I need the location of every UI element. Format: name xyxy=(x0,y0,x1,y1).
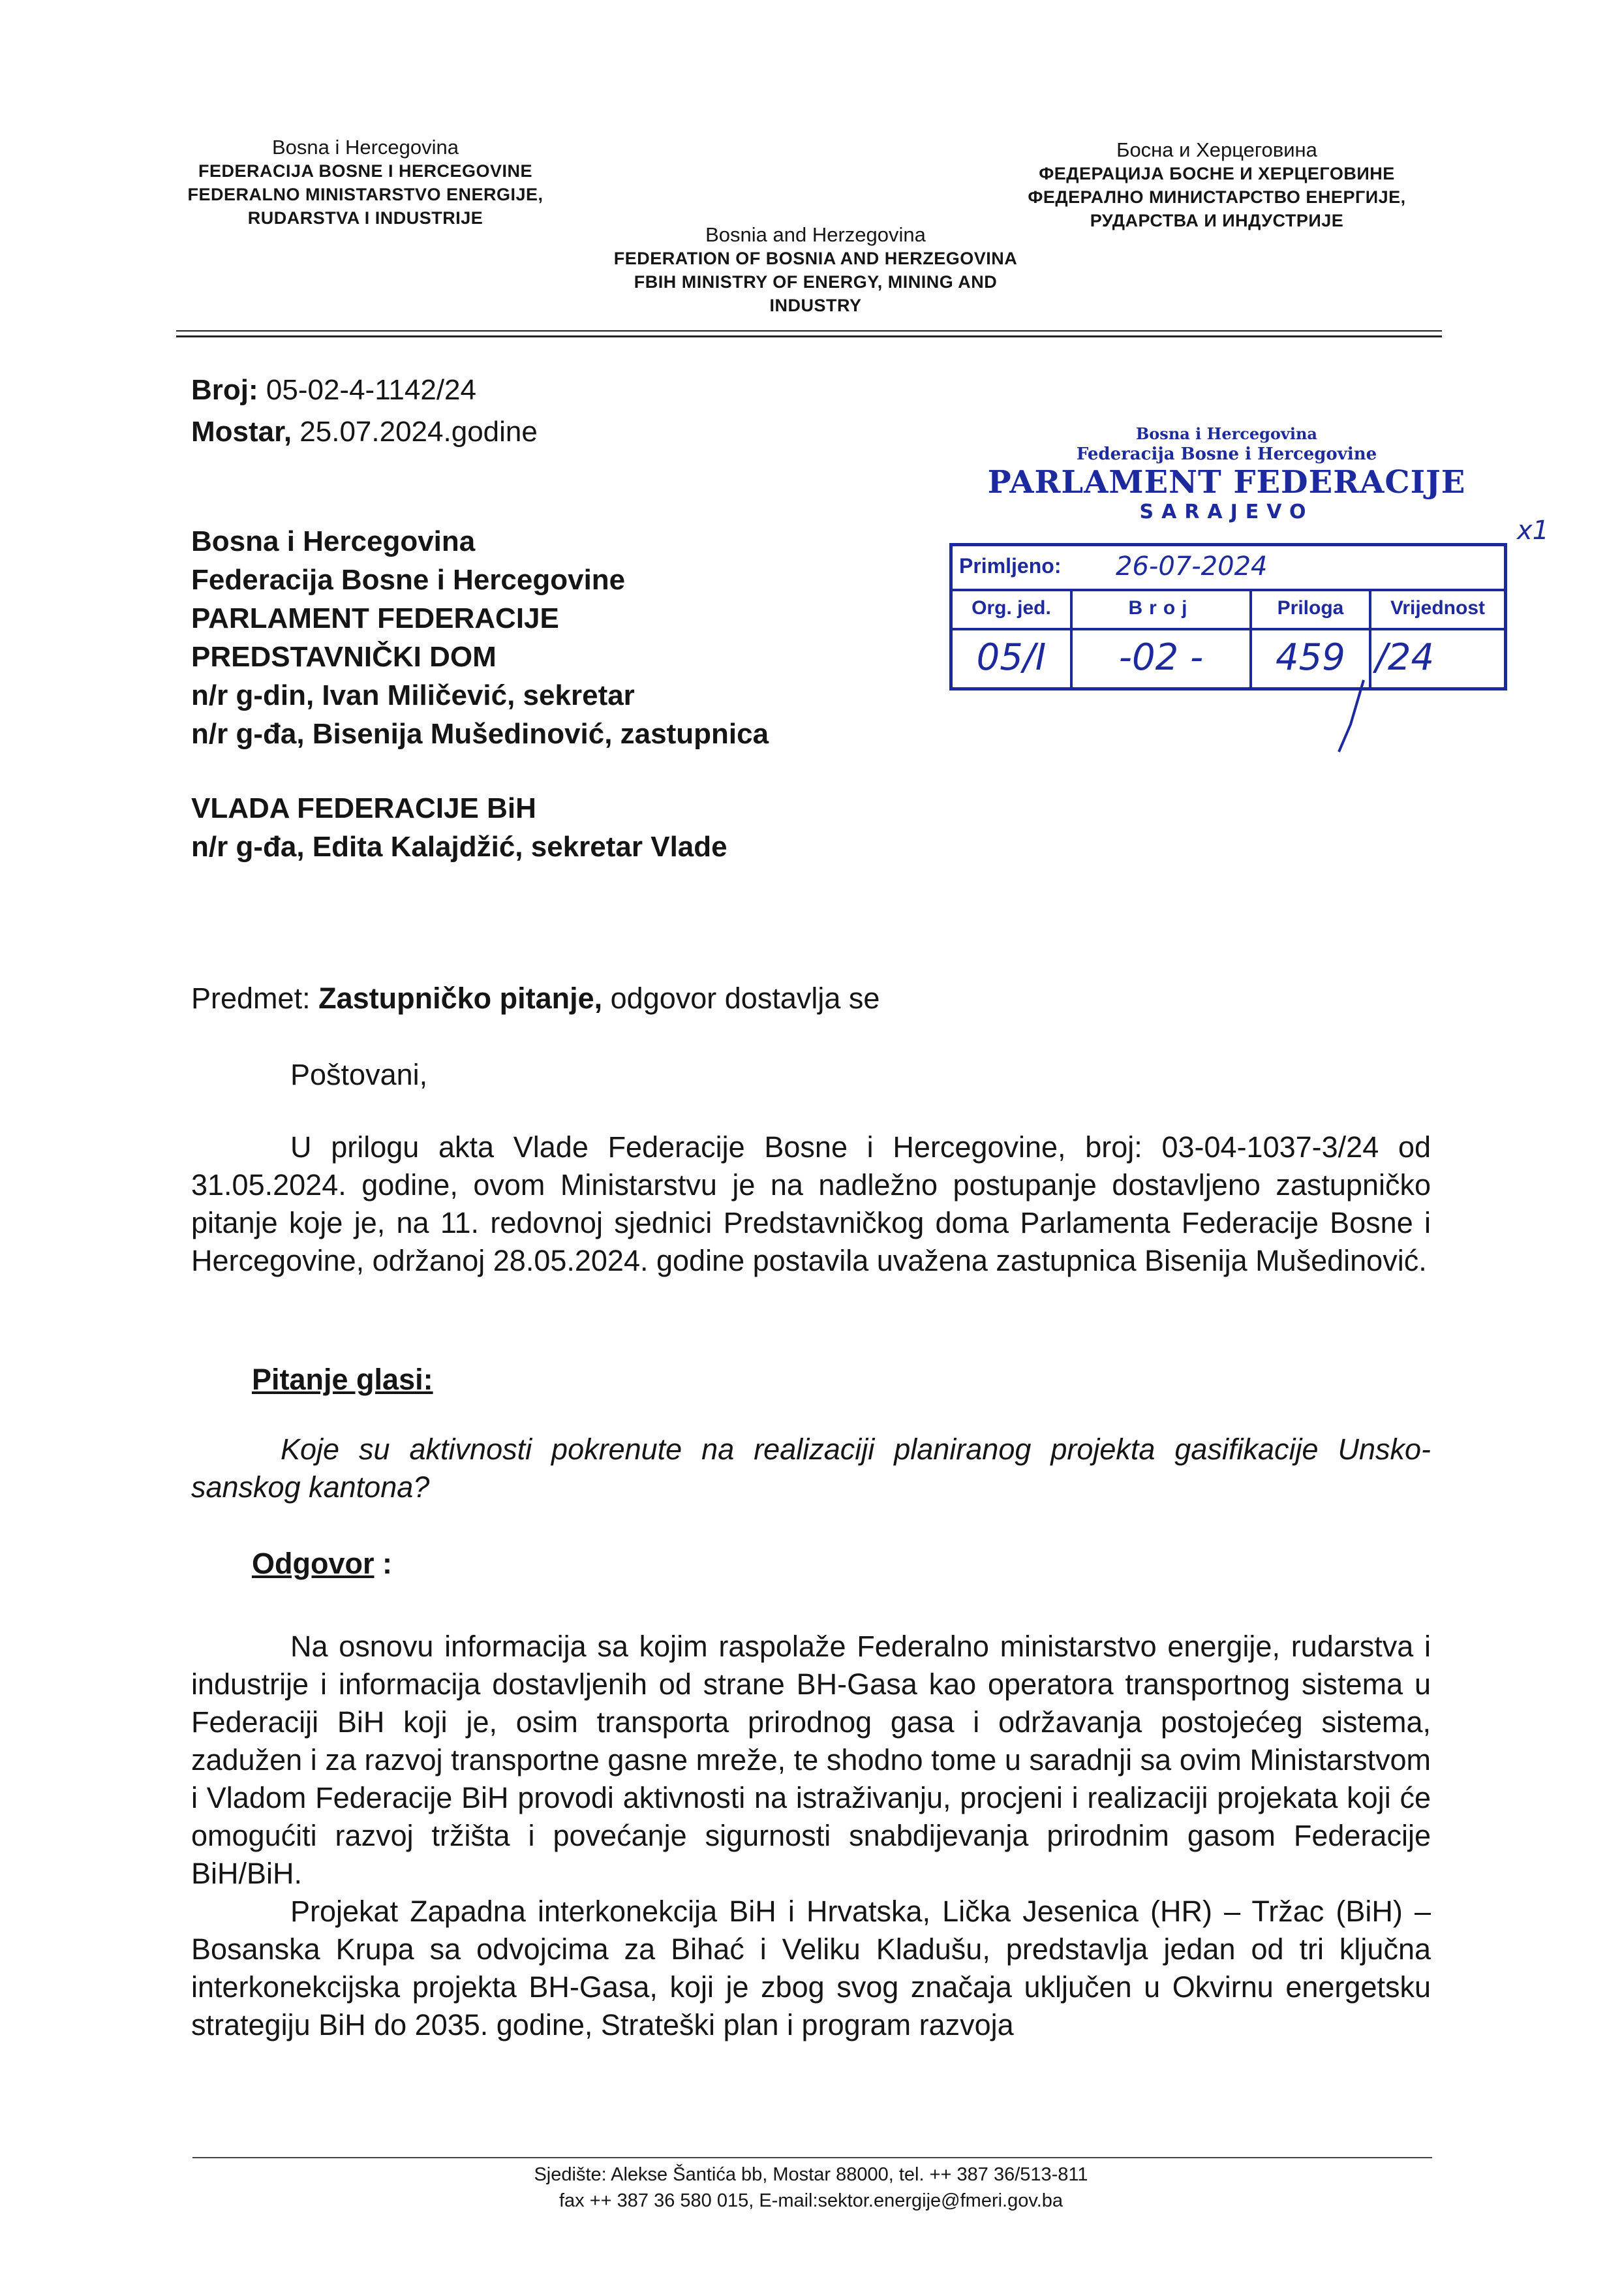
recipient-line: PARLAMENT FEDERACIJE xyxy=(191,602,559,634)
answer-heading xyxy=(252,1544,392,1583)
stamp-line4: SARAJEVO xyxy=(1139,501,1314,523)
greeting: Poštovani, xyxy=(290,1058,428,1091)
subject-label: Predmet: xyxy=(191,982,319,1015)
stamp-value-broj: -02 - xyxy=(1073,628,1252,687)
stamp-value-priloga: 459 xyxy=(1252,628,1371,687)
recipient-line: n/r g-đa, Bisenija Mušedinović, zastupnica xyxy=(191,718,769,750)
header-center-line4: INDUSTRY xyxy=(769,296,862,315)
stamp-col-priloga: Priloga xyxy=(1252,589,1371,628)
stamp-col-broj: Broj xyxy=(1073,589,1252,628)
header-center-line3: FBIH MINISTRY OF ENERGY, MINING AND xyxy=(634,272,998,292)
recipient-block-parliament xyxy=(191,522,769,753)
answer-heading-colon: : xyxy=(374,1547,392,1580)
stamp-value-vrijednost: /24 xyxy=(1375,636,1435,679)
reference-number: Broj: 05-02-4-1142/24 xyxy=(191,374,476,406)
answer-heading-label: Odgovor xyxy=(252,1547,375,1580)
stamp-line2: Federacija Bosne i Hercegovine xyxy=(1076,444,1377,464)
header-center-line2: FEDERATION OF BOSNIA AND HERZEGOVINA xyxy=(613,249,1018,268)
intro-paragraph-text: U prilogu akta Vlade Federacije Bosne i Hercegovine, broj: 03-04-1037-3/24 od 31.05.2024. godine, ovom Ministarstvu je na nadležno postupanje dostavljeno zastupničko pitanje koje je, na 11. redovnoj sjednici Predstavničkog doma Parlamenta Federacije Bosne i Hercegovine, održanoj 28.05.2024. godine postavila uvažena zastupnica Bisenija Mušedinović. xyxy=(191,1130,1431,1277)
recipient-line: VLADA FEDERACIJE BiH xyxy=(191,792,536,824)
recipient-line: Bosna i Hercegovina xyxy=(191,525,476,557)
stamp-values-row xyxy=(953,628,1504,687)
stamp-line1: Bosna i Hercegovina xyxy=(1136,424,1317,443)
stamp-col-vrijednost: Vrijednost xyxy=(1390,597,1486,619)
stamp-signature-stroke xyxy=(1324,679,1377,757)
header-right-line2: ФЕДЕРАЦИЈА БОСНЕ И ХЕРЦЕГОВИНЕ xyxy=(1039,164,1395,183)
received-stamp-box xyxy=(949,543,1507,690)
recipient-block-government xyxy=(191,789,727,866)
stamp-column-headers xyxy=(953,589,1504,630)
answer-paragraph-1: Na osnovu informacija sa kojim raspolaže Federalno ministarstvo energije, rudarstva i industrije i informacija dostavljenih od strane BH-Gasa kao operatora transportnog sistema u Federaciji BiH koji je, osim transporta prirodnog gasa i održavanja postojećeg sistema, zadužen i za razvoj transportne gasne mreže, te shodno tome u saradnji sa ovim Ministarstvom i Vladom Federacije BiH provodi aktivnosti na istraživanju, procjeni i realizaciji projekata koji će omogućiti razvoj tržišta i povećanje sigurnosti snabdijevanja prirodnim gasom Federacije BiH/BiH. xyxy=(191,1630,1431,1890)
stamp-side-mark: x1 xyxy=(1517,516,1550,546)
question-heading: Pitanje glasi: xyxy=(252,1363,433,1396)
header-center xyxy=(561,223,1070,317)
stamp-received-label: Primljeno: xyxy=(959,554,1062,578)
stamp-received-date: 26-07-2024 xyxy=(1116,551,1268,582)
header-right-line4: РУДАРСТВА И ИНДУСТРИЈЕ xyxy=(1090,211,1344,230)
received-stamp-header xyxy=(946,424,1507,525)
header-left xyxy=(176,136,555,230)
document-meta xyxy=(191,369,538,453)
header-left-line4: RUDARSTVA I INDUSTRIJE xyxy=(247,208,483,228)
recipient-line: n/r g-din, Ivan Miličević, sekretar xyxy=(191,679,635,711)
header-left-line2: FEDERACIJA BOSNE I HERCEGOVINE xyxy=(198,161,533,181)
header-rule xyxy=(176,330,1442,332)
footer xyxy=(0,2162,1622,2214)
answer-paragraph-2: Projekat Zapadna interkonekcija BiH i Hrvatska, Lička Jesenica (HR) – Tržac (BiH) – Bosanska Krupa sa odvojcima za Bihać i Veliku Kladušu, predstavlja jedan od tri ključna interkonekcijska projekta BH-Gasa, koji je zbog svog značaja uključen u Okvirnu energetsku strategiju BiH do 2035. godine, Strateški plan i program razvoja xyxy=(191,1895,1431,2041)
footer-address: Sjedište: Alekse Šantića bb, Mostar 88000, tel. ++ 387 36/513-811 xyxy=(534,2164,1088,2185)
header-center-line1: Bosnia and Herzegovina xyxy=(705,223,926,246)
header-rule-thick xyxy=(176,335,1442,337)
stamp-received-row xyxy=(953,546,1504,591)
header-right-line3: ФЕДЕРАЛНО МИНИСТАРСТВО ЕНЕРГИЈЕ, xyxy=(1028,187,1406,207)
subject-line xyxy=(191,979,880,1018)
footer-contact: fax ++ 387 36 580 015, E-mail:sektor.energije@fmeri.gov.ba xyxy=(559,2190,1063,2211)
recipient-line: Federacija Bosne i Hercegovine xyxy=(191,564,626,596)
question-text: Koje su aktivnosti pokrenute na realizaciji planiranog projekta gasifikacije Unsko-sanskog kantona? xyxy=(191,1433,1431,1504)
header-left-line1: Bosna i Hercegovina xyxy=(271,136,459,159)
header-right xyxy=(1015,138,1419,232)
footer-rule xyxy=(192,2157,1432,2158)
document-date: Mostar, 25.07.2024.godine xyxy=(191,416,538,448)
recipient-line: PREDSTAVNIČKI DOM xyxy=(191,641,497,673)
subject-rest: odgovor dostavlja se xyxy=(602,982,880,1015)
stamp-line3: PARLAMENT FEDERACIJE xyxy=(987,464,1466,501)
header-left-line3: FEDERALNO MINISTARSTVO ENERGIJE, xyxy=(187,185,543,204)
header-right-line1: Босна и Херцеговина xyxy=(1116,138,1317,161)
recipient-line: n/r g-đa, Edita Kalajdžić, sekretar Vlade xyxy=(191,831,727,863)
intro-paragraph xyxy=(191,1128,1431,1280)
stamp-col-org: Org. jed. xyxy=(953,589,1073,628)
stamp-value-org: 05/I xyxy=(953,628,1073,687)
subject-title: Zastupničko pitanje, xyxy=(318,982,603,1015)
